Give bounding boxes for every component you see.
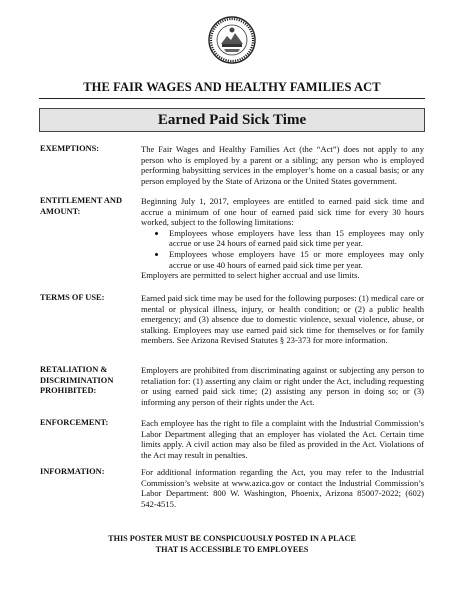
section-text: Beginning July 1, 2017, employees are entitled to earned paid sick time and accrue a minimum of one hour of earned paid sick time for every 30 hours worked, subject to the following limitations: • Employees whose employers have less than 15 employees may only accrue or use 24 hours of earned paid sick time per year. • Employees whose employers have 15 or more employees may only accrue or use 40 hours of earned paid sick time per year. Employers are permitted to select higher accrual and use limits.: [141, 196, 424, 281]
section-label: INFORMATION:: [40, 467, 105, 476]
section-text: For additional information regarding the Act, you may refer to the Industrial Commission’s website at www.azica.gov or contact the Industrial Commission’s Labor Department: 800 W. Washington, Phoenix, Arizona 85007-2022; (602) 542-4515.: [141, 467, 424, 509]
section-text: The Fair Wages and Healthy Families Act (the “Act”) does not apply to any person who is employed by a parent or a sibling; any person who is employed performing babysitting services in the employer’s home on a casual basis; or any person employed by the State of Arizona or the United States government.: [141, 144, 424, 186]
posting-notice: [0, 533, 464, 555]
state-seal-icon: [208, 16, 256, 64]
posting-notice-line: THAT IS ACCESSIBLE TO EMPLOYEES: [155, 545, 309, 554]
limitations-list: [141, 228, 424, 270]
list-item: • Employees whose employers have 15 or more employees may only accrue or use 40 hours of earned paid sick time per year.: [167, 249, 424, 270]
section-text: Each employee has the right to file a complaint with the Industrial Commission’s Labor Department alleging that an employer has violated the Act. Certain time limits apply. A civil action may also be filed as provided in the Act. Violations of the Act may result in penalties.: [141, 418, 424, 460]
top-divider: [39, 98, 425, 99]
act-title: THE FAIR WAGES AND HEALTHY FAMILIES ACT: [83, 80, 381, 94]
posting-notice-line: THIS POSTER MUST BE CONSPICUOUSLY POSTED IN A PLACE: [108, 534, 356, 543]
section-text-after: Employers are permitted to select higher accrual and use limits.: [141, 270, 360, 281]
section-text: Employers are prohibited from discriminating against or subjecting any person to retaliation for: (1) asserting any claim or right under the Act, including requesting or using earned paid sick time; (2) assisting any person in doing so; or (3) informing any person of their rights under the Act.: [141, 365, 424, 407]
section-text: Earned paid sick time may be used for the following purposes: (1) medical care or mental or physical illness, injury, or health condition; or (2) a public health emergency; and (3) absence due to domestic violence, sexual violence, abuse, or stalking. Employees may use earned paid sick time for themselves or for family members. See Arizona Revised Statutes § 23-373 for more information.: [141, 293, 424, 346]
section-label: RETALIATION & DISCRIMINATION PROHIBITED:: [40, 365, 114, 396]
list-item: • Employees whose employers have less than 15 employees may only accrue or use 24 hours of earned paid sick time per year.: [167, 228, 424, 249]
banner-title: Earned Paid Sick Time: [39, 108, 425, 132]
section-label: ENFORCEMENT:: [40, 418, 109, 427]
section-label: EXEMPTIONS:: [40, 144, 100, 153]
section-label: TERMS OF USE:: [40, 293, 105, 302]
section-label: ENTITLEMENT AND AMOUNT:: [40, 196, 122, 216]
